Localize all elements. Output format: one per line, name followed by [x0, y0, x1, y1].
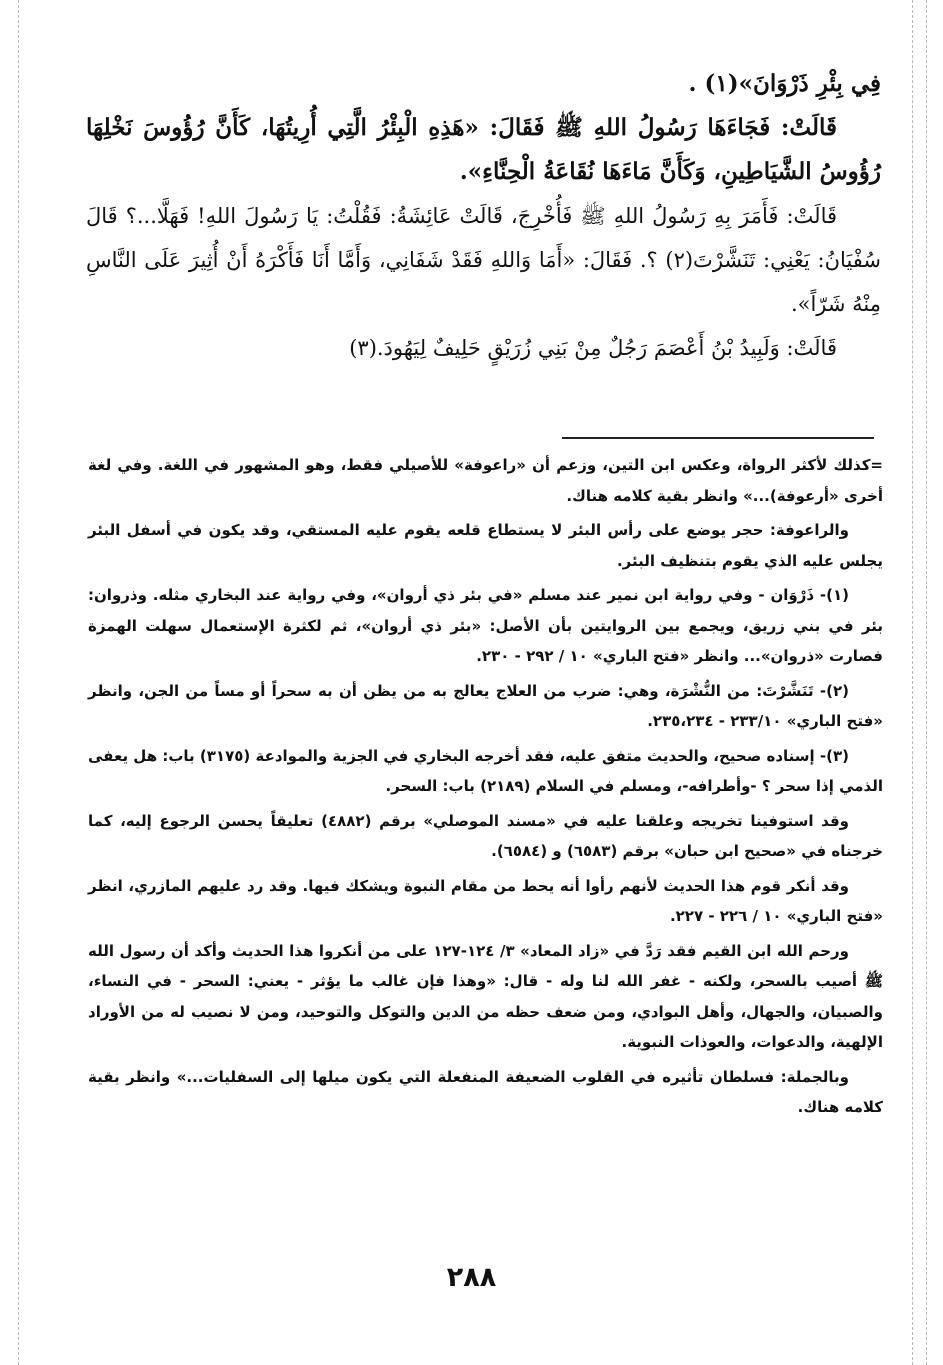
footnote-3: (٣)- إسناده صحيح، والحديث متفق عليه، فقد أخرجه البخاري في الجزية والموادعة (٣١٧٥) باب: هل يعفى الذمي إذا سحر ؟ -وأطرافه-، ومسلم في السلام (٢١٨٩) باب: السحر. [88, 746, 883, 795]
footnote-3-conclusion: وبالجملة: فسلطان تأثيره في القلوب الضعيفة المنفعلة التي يكون ميلها إلى السفليات...» وانظر بقية كلامه هناك. [88, 1067, 883, 1116]
main-line-continuation: فِي بِئْرِ ذَرْوَانَ»(١) . [688, 70, 881, 97]
main-paragraph-well: قَالَتْ: فَجَاءَهَا رَسُولُ اللهِ ﷺ فَقَالَ: «هَذِهِ الْبِئْرُ الَّتِي أُرِيتُهَا، كَأَنَّ رُؤُوسَ نَخْلِهَا رُؤُوسُ الشَّيَاطِينِ، وَكَأَنَّ مَاءَهَا نُقَاعَةُ الْحِنَّاءِ». [86, 114, 881, 185]
footnote-separator [562, 437, 874, 439]
footnote-3-ibn-alqayyim: ورحم الله ابن القيم فقد رَدَّ في «زاد المعاد» ٣/ ١٢٤-١٢٧ على من أنكروا هذا الحديث وأكد أن رسول الله ﷺ أصيب بالسحر، ولكنه - غفر الله لنا وله - قال: «وهذا فإن غالب ما يؤثر - يعني: السحر - في النساء، والصبيان، والجهال، وأهل البوادي، ومن ضعف حظه من الدين والتوكل والتوحيد، ومن لا نصيب له من الأوراد الإلهية، والدعوات، والعوذات النبوية. [88, 941, 883, 1051]
footnote-rawufa: والراعوفة: حجر يوضع على رأس البئر لا يستطاع قلعه يقوم عليه المستقي، وقد يكون في أسفل البئر يجلس عليه الذي يقوم بتنظيف البئر. [88, 521, 883, 570]
footnote-3-takhrij: وقد استوفينا تخريجه وعلقنا عليه في «مسند الموصلي» برقم (٤٨٨٢) تعليقاً يحسن الرجوع إليه، كما خرجناه في «صحيح ابن حبان» برقم (٦٥٨٣) و (٦٥٨٤). [88, 811, 883, 860]
right-margin-guide [912, 0, 913, 1365]
main-paragraph-labid: قَالَتْ: وَلَبِيدُ بْنُ أَعْصَمَ رَجُلٌ مِنْ بَنِي زُرَيْقٍ حَلِيفٌ لِيَهُودَ.(٣) [349, 336, 837, 360]
footnote-3-objection: وقد أنكر قوم هذا الحديث لأنهم رأوا أنه يحط من مقام النبوة ويشكك فيها. وقد رد عليهم المازري، انظر «فتح الباري» ١٠ / ٢٢٦ - ٢٢٧. [88, 876, 883, 925]
footnote-1: (١)- ذَرْوَان - وفي رواية ابن نمير عند مسلم «في بئر ذي أروان»، وفي رواية عند البخاري مثله. وذروان: بئر في بني زريق، ويجمع بين الروايتين بأن الأصل: «بئر ذي أروان»، ثم لكثرة الإستعمال سهلت الهمزة فصارت «ذروان»... وانظر «فتح الباري» ١٠ / ٢٩٢ - ٢٣٠. [88, 586, 883, 665]
right-edge-guide [926, 0, 927, 1365]
footnote-continuation: =كذلك لأكثر الرواة، وعكس ابن التين، وزعم أن «راعوفة» للأصيلي فقط، وهو المشهور في اللغة. وفي لغة أخرى «أرعوفة)...» وانظر بقية كلامه هناك. [88, 456, 883, 505]
main-paragraph-command: قَالَتْ: فَأَمَرَ بِهِ رَسُولُ اللهِ ﷺ فَأُخْرِجَ، قَالَتْ عَائِشَةُ: فَقُلْتُ: يَا رَسُولَ اللهِ! فَهَلَّا...؟ قَالَ سُفْيَانُ: يَعْنِي: تَنَشَّرْتَ(٢) ؟. فَقَالَ: «أَمَا وَاللهِ فَقَدْ شَفَانِي، وَأَمَّا أَنَا فَأَكْرَهُ أَنْ أُثِيرَ عَلَى النَّاسِ مِنْهُ شَرّاً». [86, 204, 881, 316]
page-number: ٢٨٨ [446, 1262, 497, 1293]
footnotes [88, 450, 883, 1127]
main-text [86, 62, 881, 370]
footnote-2: (٢)- تَنَشَّرْتَ: من النُّشْرَة، وهي: ضرب من العلاج يعالج به من يظن أن به سحراً أو مساً من الجن، وانظر «فتح الباري» ٢٣٣/١٠ - ٢٣٥،٢٣٤. [88, 681, 883, 730]
left-margin-guide [18, 0, 19, 1365]
